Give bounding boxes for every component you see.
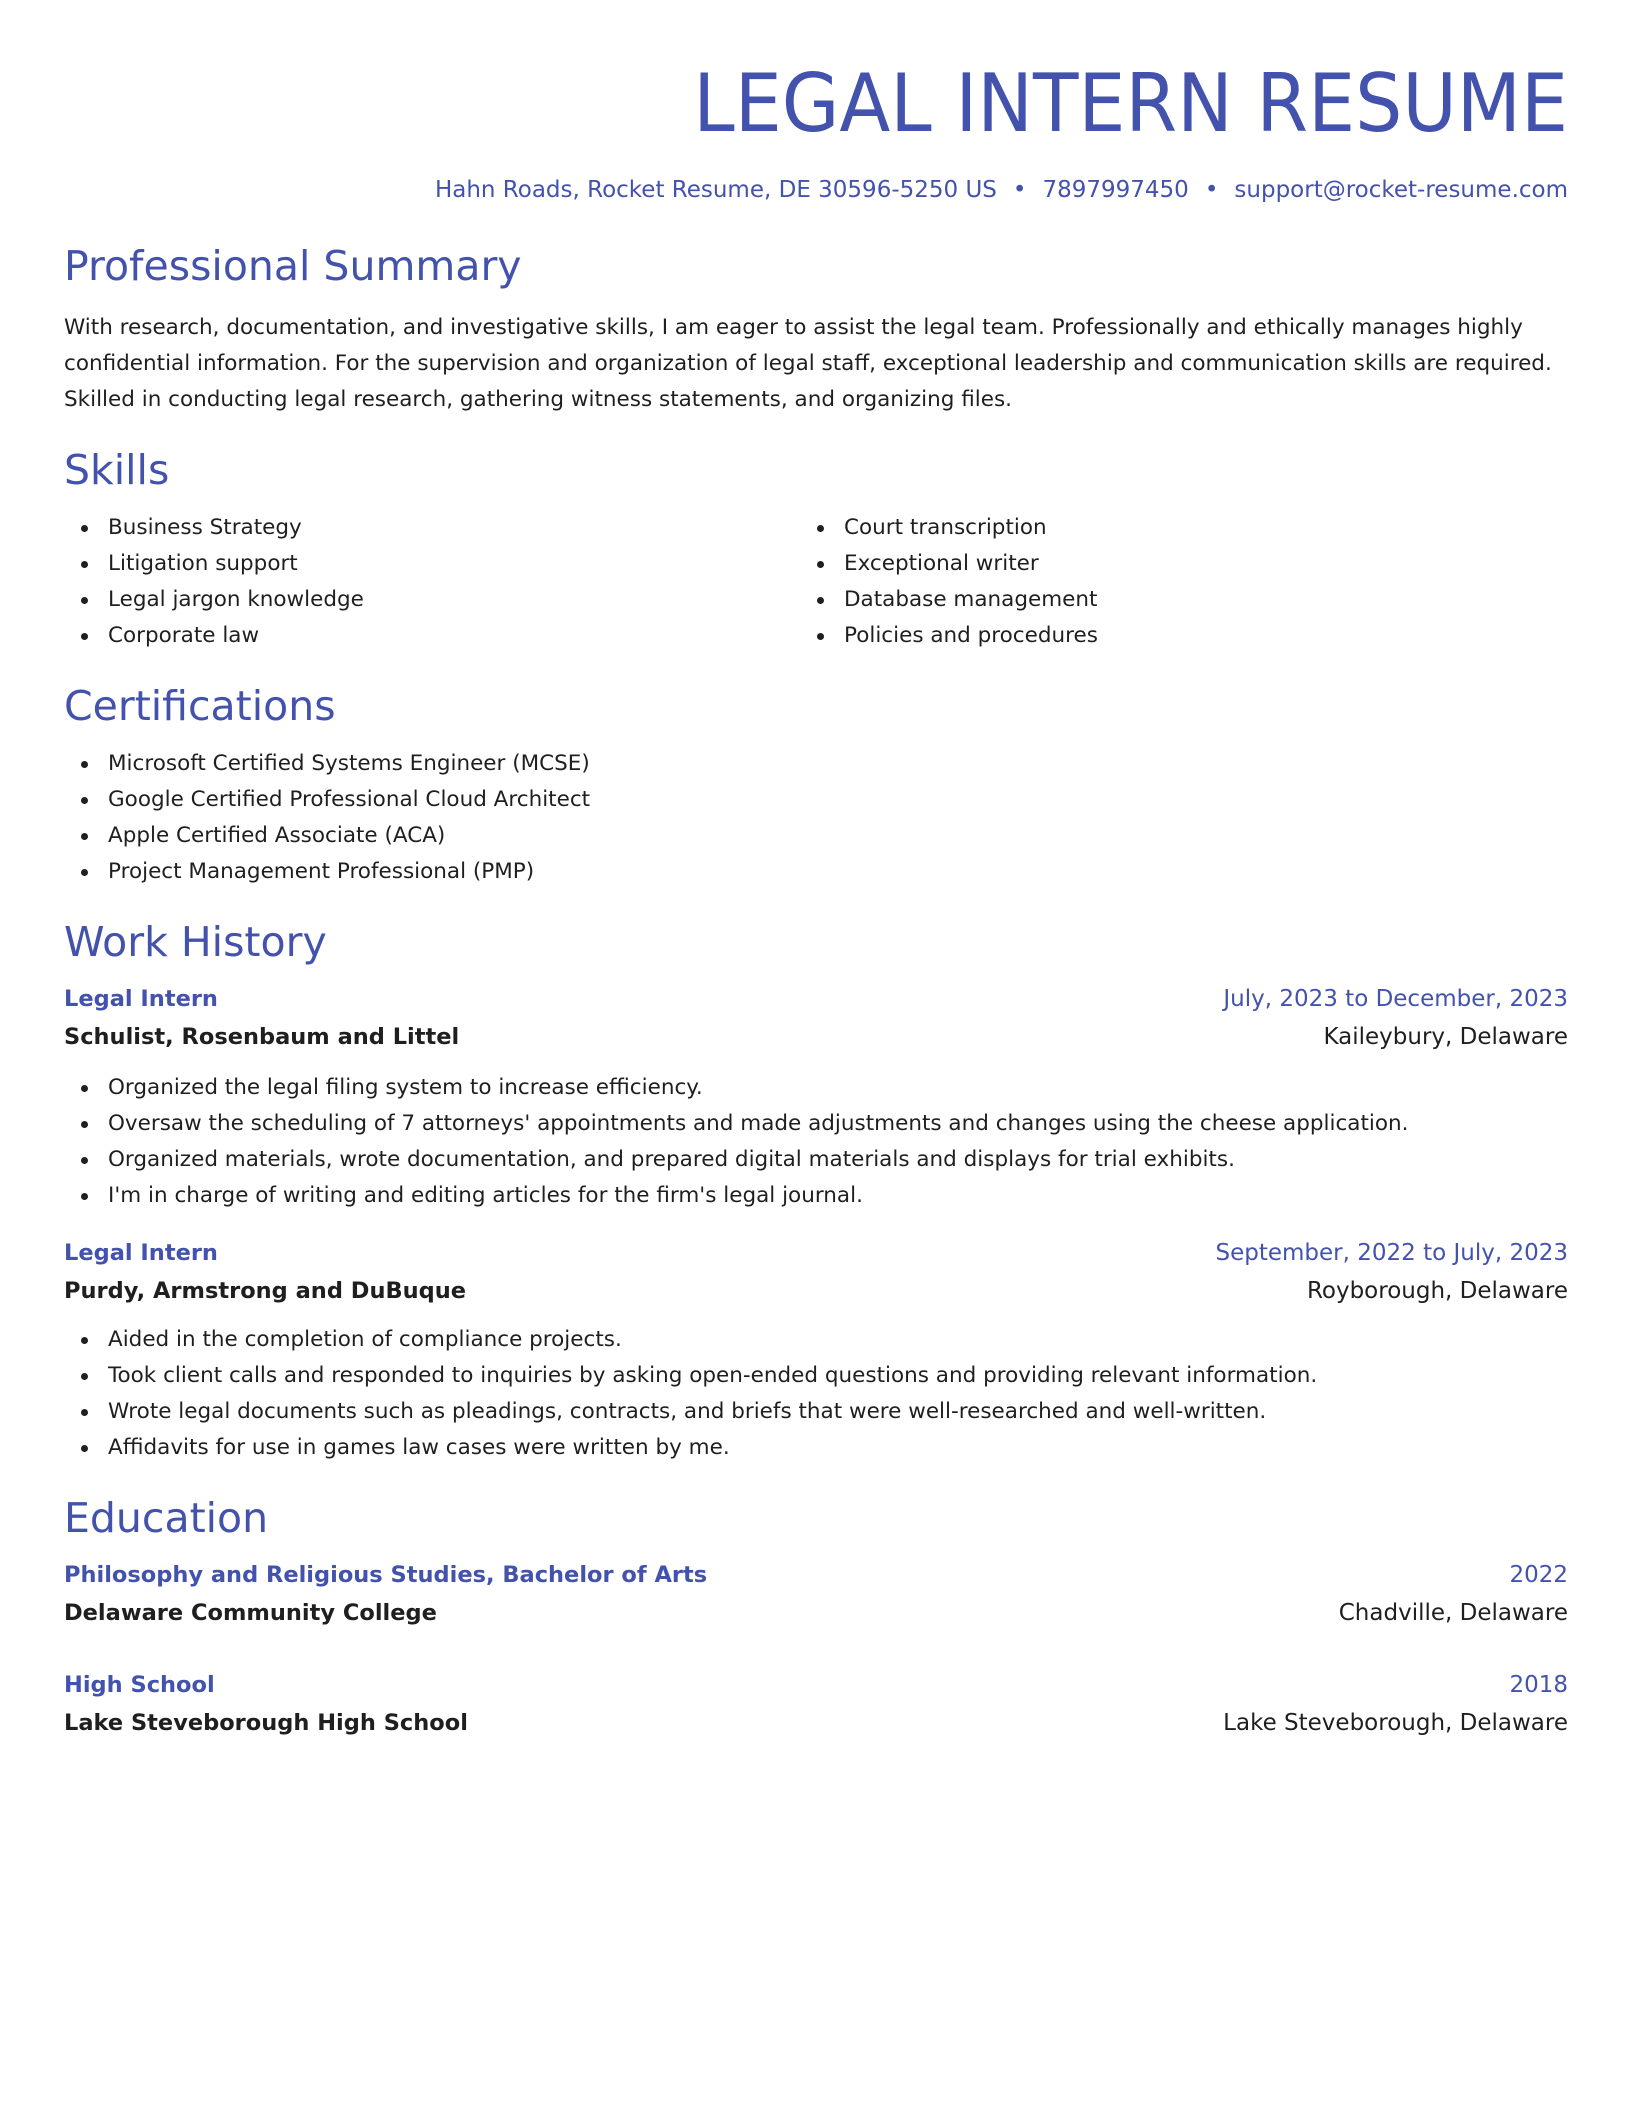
job-duty-item: Oversaw the scheduling of 7 attorneys' appointments and made adjustments and changes using the cheese application. <box>64 1106 1568 1142</box>
skill-item: Business Strategy <box>64 510 800 546</box>
certification-item: Google Certified Professional Cloud Architect <box>64 782 1568 818</box>
education-year: 2018 <box>1509 1672 1568 1698</box>
job-duty-item: Took client calls and responded to inquiries by asking open-ended questions and providing relevant information. <box>64 1358 1568 1394</box>
work-history-section <box>64 916 1568 1466</box>
education-degree-row <box>64 1556 1568 1594</box>
job-title: Legal Intern <box>64 1240 218 1266</box>
certifications-list <box>64 746 1568 890</box>
education-entry <box>64 1666 1568 1742</box>
certifications-section <box>64 680 1568 890</box>
education-degree: Philosophy and Religious Studies, Bachelor of Arts <box>64 1562 708 1588</box>
skill-item: Exceptional writer <box>800 546 1536 582</box>
education-degree: High School <box>64 1672 215 1698</box>
job-company-row <box>64 1272 1568 1310</box>
education-heading: Education <box>64 1494 269 1542</box>
contact-separator: • <box>1204 177 1219 203</box>
job-duty-item: Wrote legal documents such as pleadings, contracts, and briefs that were well-researched and well-written. <box>64 1394 1568 1430</box>
education-school-row <box>64 1594 1568 1632</box>
contact-line <box>64 174 1568 206</box>
certification-item: Project Management Professional (PMP) <box>64 854 1568 890</box>
skill-item: Legal jargon knowledge <box>64 582 800 618</box>
contact-separator: • <box>1012 177 1027 203</box>
education-section <box>64 1492 1568 1742</box>
job-title-row <box>64 980 1568 1018</box>
certifications-heading: Certifications <box>64 682 336 730</box>
resume-title: LEGAL INTERN RESUME <box>693 57 1568 150</box>
skill-item: Court transcription <box>800 510 1536 546</box>
job-entry <box>64 1234 1568 1466</box>
certification-item: Microsoft Certified Systems Engineer (MCSE) <box>64 746 1568 782</box>
skills-grid <box>64 510 1568 654</box>
education-year: 2022 <box>1509 1562 1568 1588</box>
skills-heading: Skills <box>64 446 170 494</box>
education-school: Lake Steveborough High School <box>64 1710 468 1736</box>
job-title-row <box>64 1234 1568 1272</box>
job-company: Schulist, Rosenbaum and Littel <box>64 1024 460 1050</box>
job-company-row <box>64 1018 1568 1056</box>
contact-address: Hahn Roads, Rocket Resume, DE 30596-5250 US <box>434 177 997 203</box>
job-duty-item: I'm in charge of writing and editing articles for the firm's legal journal. <box>64 1178 1568 1214</box>
skills-list-right <box>800 510 1536 654</box>
job-duties-list <box>64 1070 1568 1214</box>
education-school-row <box>64 1704 1568 1742</box>
education-location: Lake Steveborough, Delaware <box>1223 1710 1568 1736</box>
certification-item: Apple Certified Associate (ACA) <box>64 818 1568 854</box>
skill-item: Database management <box>800 582 1536 618</box>
job-dates: July, 2023 to December, 2023 <box>1223 986 1568 1012</box>
education-school: Delaware Community College <box>64 1600 437 1626</box>
job-dates: September, 2022 to July, 2023 <box>1215 1240 1568 1266</box>
skill-item: Litigation support <box>64 546 800 582</box>
job-duty-item: Organized the legal filing system to increase efficiency. <box>64 1070 1568 1106</box>
job-location: Kaileybury, Delaware <box>1323 1024 1568 1050</box>
job-entry <box>64 980 1568 1214</box>
contact-email[interactable]: support@rocket-resume.com <box>1234 177 1568 203</box>
job-duty-item: Organized materials, wrote documentation, and prepared digital materials and displays for trial exhibits. <box>64 1142 1568 1178</box>
skill-item: Policies and procedures <box>800 618 1536 654</box>
skills-list-left <box>64 510 800 654</box>
contact-phone: 7897997450 <box>1042 177 1189 203</box>
summary-heading: Professional Summary <box>64 242 522 290</box>
summary-text: With research, documentation, and investigative skills, I am eager to assist the legal team. Professionally and ethically manages highly confidential information. For the supervision and organization of legal staff, exceptional leadership and communication skills are required. Skilled in conducting legal research, gathering witness statements, and organizing files. <box>64 315 1552 412</box>
job-duty-item: Aided in the completion of compliance projects. <box>64 1322 1568 1358</box>
skill-item: Corporate law <box>64 618 800 654</box>
job-duties-list <box>64 1322 1568 1466</box>
education-location: Chadville, Delaware <box>1338 1600 1568 1626</box>
education-degree-row <box>64 1666 1568 1704</box>
job-company: Purdy, Armstrong and DuBuque <box>64 1278 467 1304</box>
summary-section <box>64 240 1568 418</box>
job-location: Royborough, Delaware <box>1306 1278 1568 1304</box>
job-duty-item: Affidavits for use in games law cases were written by me. <box>64 1430 1568 1466</box>
education-entry <box>64 1556 1568 1632</box>
skills-section <box>64 444 1568 654</box>
job-title: Legal Intern <box>64 986 218 1012</box>
work-history-heading: Work History <box>64 918 327 966</box>
